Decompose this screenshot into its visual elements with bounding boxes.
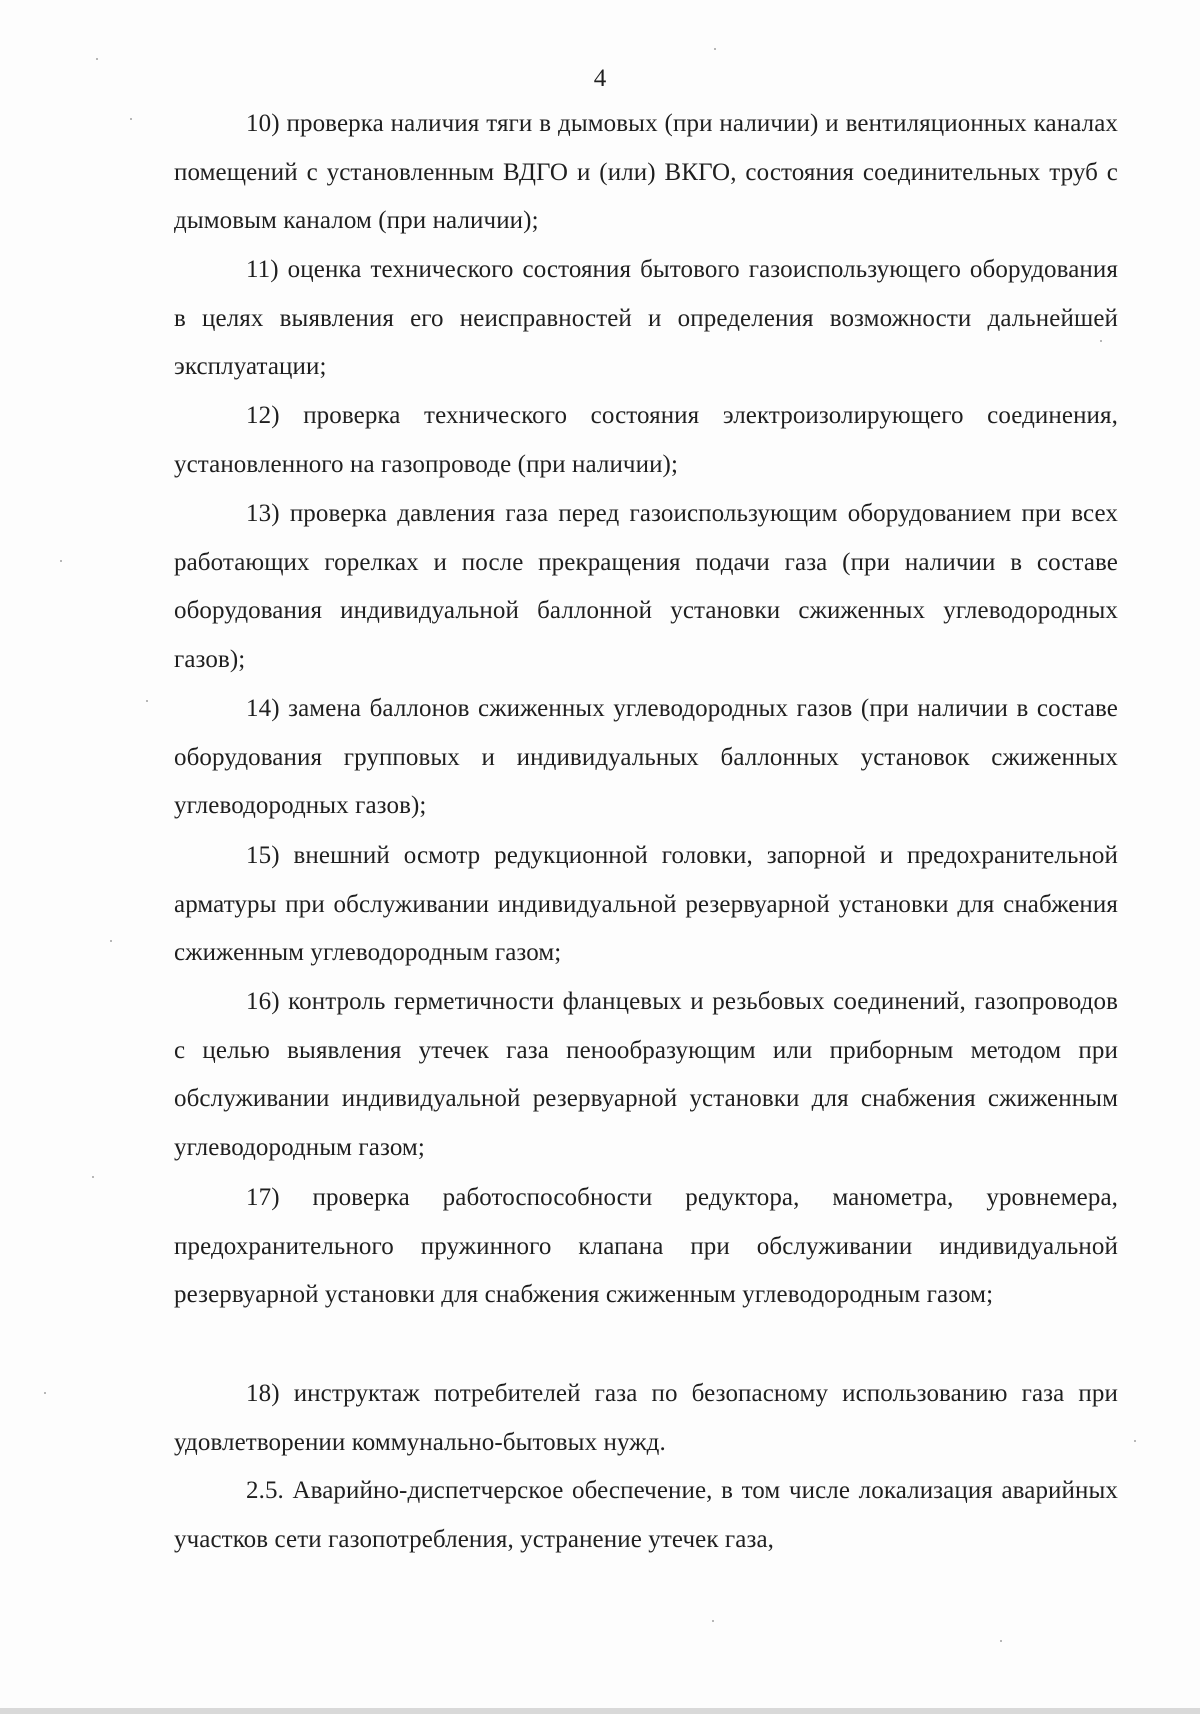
scan-speck	[130, 118, 132, 120]
scan-speck	[44, 1392, 46, 1394]
scan-speck	[1000, 1640, 1002, 1642]
scan-speck	[712, 1620, 714, 1622]
scan-speck	[146, 700, 148, 702]
scan-speck	[96, 58, 98, 60]
scan-speck	[714, 48, 716, 50]
scan-bottom-edge	[0, 1708, 1200, 1714]
paragraph-item-14: 14) замена баллонов сжиженных углеводородных газов (при наличии в составе оборудования групповых и индивидуальных баллонных установок сжиженных углеводородных газов);	[174, 695, 1118, 819]
scan-speck	[110, 940, 112, 942]
scan-speck	[1134, 1440, 1136, 1442]
paragraph-item-13: 13) проверка давления газа перед газоиспользующим оборудованием при всех работающих горелках и после прекращения подачи газа (при наличии в составе оборудования индивидуальной баллонной установки сжиженных углеводородных газов);	[174, 500, 1118, 673]
paragraph-section-2-5: 2.5. Аварийно-диспетчерское обеспечение, в том числе локализация аварийных участков сети газопотребления, устранение утечек газа,	[174, 1477, 1118, 1553]
paragraph-item-15: 15) внешний осмотр редукционной головки, запорной и предохранительной арматуры при обслуживании индивидуальной резервуарной установки для снабжения сжиженным углеводородным газом;	[174, 842, 1118, 966]
scan-speck	[92, 1176, 94, 1178]
paragraph-item-18: 18) инструктаж потребителей газа по безопасному использованию газа при удовлетворении коммунально-бытовых нужд.	[174, 1380, 1118, 1456]
paragraph-item-10: 10) проверка наличия тяги в дымовых (при наличии) и вентиляционных каналах помещений с установленным ВДГО и (или) ВКГО, состояния соединительных труб с дымовым каналом (при наличии);	[174, 110, 1118, 234]
scan-speck	[60, 560, 62, 562]
paragraph-item-11: 11) оценка технического состояния бытового газоиспользующего оборудования в целях выявления его неисправностей и определения возможности дальнейшей эксплуатации;	[174, 256, 1118, 380]
paragraph-item-17: 17) проверка работоспособности редуктора, манометра, уровнемера, предохранительного пружинного клапана при обслуживании индивидуальной резервуарной установки для снабжения сжиженным углеводородным газом;	[174, 1184, 1118, 1308]
page-number: 4	[593, 65, 607, 92]
paragraph-item-16: 16) контроль герметичности фланцевых и резьбовых соединений, газопроводов с целью выявления утечек газа пенообразующим или приборным методом при обслуживании индивидуальной резервуарной установки для снабжения сжиженным углеводородным газом;	[174, 988, 1118, 1161]
paragraph-item-12: 12) проверка технического состояния электроизолирующего соединения, установленного на газопроводе (при наличии);	[174, 402, 1118, 478]
scan-speck	[1100, 340, 1102, 342]
